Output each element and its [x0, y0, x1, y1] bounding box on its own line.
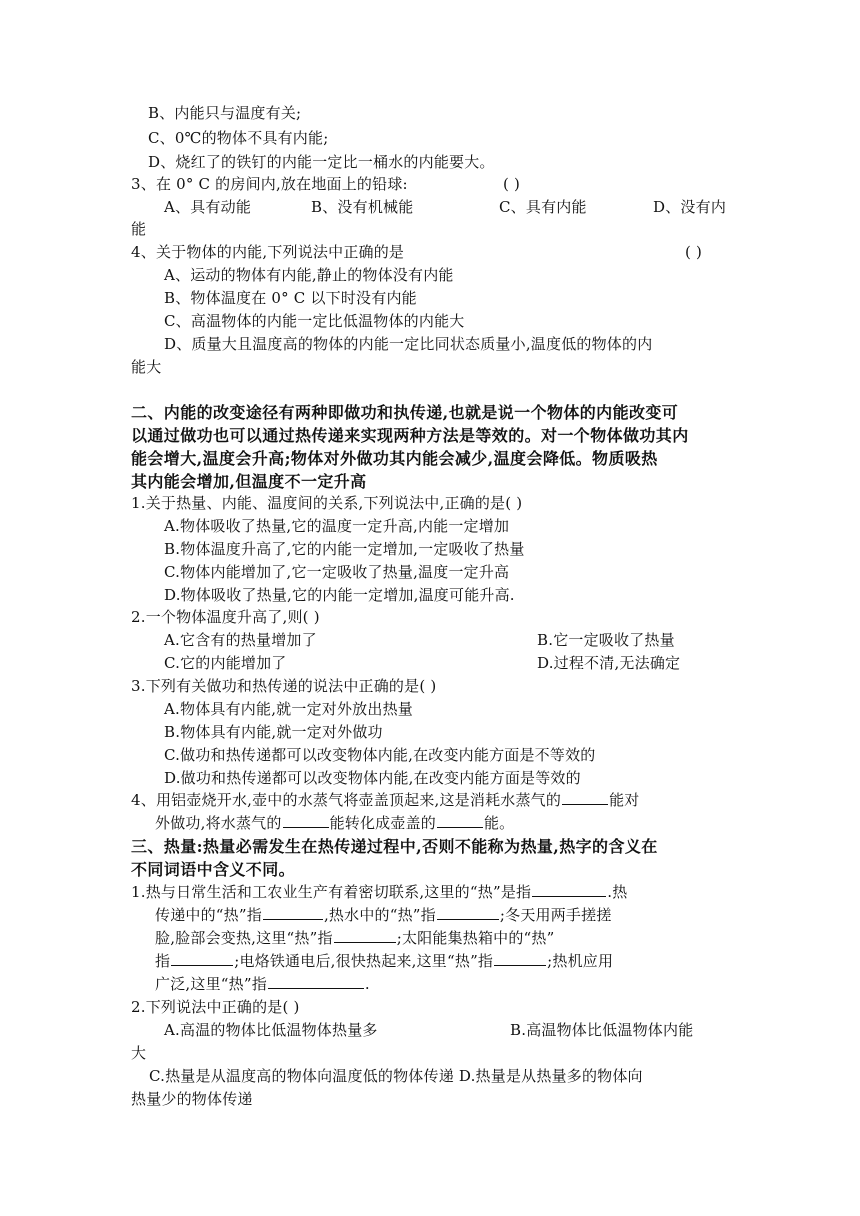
option-text: D.做功和热传递都可以改变物体内能,在改变内能方面是等效的	[164, 769, 581, 787]
question-text: 传递中的“热”指	[155, 906, 262, 924]
option-c-line	[148, 127, 748, 150]
question-4-stem	[131, 241, 731, 264]
question-text: 1.热与日常生活和工农业生产有着密切联系,这里的“热”是指	[131, 883, 532, 901]
option-text: D、质量大且温度高的物体的内能一定比同状态质量小,温度低的物体的内	[164, 335, 653, 353]
question-text: ;冬天用两手搓搓	[499, 906, 612, 924]
option-text: C.热量是从温度高的物体向温度低的物体传递 D.热量是从热量多的物体向	[149, 1067, 643, 1085]
option-text: A、运动的物体有内能,静止的物体没有内能	[164, 266, 454, 284]
option-text: B.物体具有内能,就一定对外做功	[164, 723, 383, 741]
s2-q2-options-row-1	[164, 629, 734, 652]
option-text: B.物体温度升高了,它的内能一定增加,一定吸收了热量	[164, 540, 525, 558]
question-text: 能对	[609, 791, 640, 809]
question-4-option-c	[164, 310, 764, 333]
option-a: A.它含有的热量增加了	[164, 631, 317, 649]
s2-q1-option-d	[164, 584, 764, 607]
s3-question-1-line-3	[155, 927, 755, 950]
fill-blank[interactable]	[283, 812, 329, 828]
s2-question-3-stem	[131, 675, 731, 698]
wrap-text: 能	[131, 220, 147, 238]
s3-question-2-stem	[131, 996, 731, 1019]
question-text: 外做功,将水蒸气的	[155, 814, 282, 832]
question-text: ;热机应用	[547, 952, 614, 970]
section-3-heading-line-1	[131, 835, 731, 858]
question-text: 能。	[483, 814, 515, 832]
option-text: D.物体吸收了热量,它的内能一定增加,温度可能升高.	[164, 586, 515, 604]
question-text: 2.下列说法中正确的是( )	[131, 998, 300, 1016]
fill-blank[interactable]	[494, 950, 546, 966]
section-heading-text: 其内能会增加,但温度不一定升高	[131, 472, 367, 491]
fill-blank[interactable]	[437, 812, 483, 828]
section-heading-text: 三、热量:热量必需发生在热传递过程中,否则不能称为热量,热字的含义在	[131, 837, 658, 856]
s2-q3-option-b	[164, 721, 764, 744]
section-heading-text: 以通过做功也可以通过热传递来实现两种方法是等效的。对一个物体做功其内	[131, 426, 689, 445]
wrap-text: 热量少的物体传递	[131, 1090, 253, 1108]
option-c: C.它的内能增加了	[164, 654, 287, 672]
question-text: 4、用铝壶烧开水,壶中的水蒸气将壶盖顶起来,这是消耗水蒸气的	[131, 791, 562, 809]
option-text: C.做功和热传递都可以改变物体内能,在改变内能方面是不等效的	[164, 746, 596, 764]
s3-question-1-line-2	[155, 904, 755, 927]
question-3-text: 3、在 0° C 的房间内,放在地面上的铅球:	[131, 175, 408, 193]
section-2-heading-line-1	[131, 401, 731, 424]
option-c-text: C、0℃的物体不具有内能;	[148, 129, 329, 147]
question-text: .热	[607, 883, 628, 901]
question-3-stem	[131, 173, 731, 196]
fill-blank[interactable]	[171, 950, 233, 966]
s2-q3-option-d	[164, 767, 764, 790]
question-text: 广泛,这里“热”指	[155, 975, 267, 993]
option-b: B.高温物体比低温物体内能	[510, 1021, 694, 1039]
fill-blank[interactable]	[532, 881, 606, 897]
fill-blank[interactable]	[263, 904, 323, 920]
s2-q1-option-a	[164, 515, 764, 538]
question-text: 能转化成壶盖的	[329, 814, 436, 832]
question-text: ;太阳能集热箱中的“热”	[396, 929, 555, 947]
option-c: C、具有内能	[499, 198, 587, 216]
section-2-heading-line-2	[131, 424, 731, 447]
s3-question-1-line-4	[155, 950, 755, 973]
fill-blank[interactable]	[562, 789, 608, 805]
section-heading-text: 不同词语中含义不同。	[131, 860, 296, 879]
question-text: 脸,脸部会变热,这里“热”指	[155, 929, 333, 947]
question-3-wrap	[131, 218, 731, 241]
question-4-option-d	[164, 333, 764, 356]
question-4-option-a	[164, 264, 764, 287]
section-heading-text: 能会增大,温度会升高;物体对外做功其内能会减少,温度会降低。物质吸热	[131, 449, 658, 468]
s3-q2-options-row-1	[164, 1019, 734, 1042]
answer-paren: ( )	[503, 175, 521, 193]
s2-q3-option-c	[164, 744, 764, 767]
question-3-options	[164, 196, 734, 219]
question-4-option-b	[164, 287, 764, 310]
option-d: D、没有内	[653, 198, 727, 216]
s2-q1-option-b	[164, 538, 764, 561]
wrap-text: 能大	[131, 358, 162, 376]
s3-q2-wrap	[131, 1042, 731, 1065]
option-text: C、高温物体的内能一定比低温物体的内能大	[164, 312, 465, 330]
s2-q3-option-a	[164, 698, 764, 721]
question-text: 2.一个物体温度升高了,则( )	[131, 608, 320, 626]
question-text: 3.下列有关做功和热传递的说法中正确的是( )	[131, 677, 437, 695]
option-b-text: B、内能只与温度有关;	[148, 104, 302, 122]
question-4-wrap	[131, 356, 731, 379]
s3-q2-wrap-2	[131, 1088, 731, 1111]
option-b: B.它一定吸收了热量	[537, 631, 675, 649]
s2-question-4-line-1	[131, 789, 731, 812]
s3-q2-options-row-2	[149, 1065, 749, 1088]
option-b: B、没有机械能	[311, 198, 414, 216]
s3-question-1-line-1	[131, 881, 731, 904]
question-text: .	[364, 975, 370, 993]
question-text: 1.关于热量、内能、温度间的关系,下列说法中,正确的是( )	[131, 494, 523, 512]
s2-q2-options-row-2	[164, 652, 734, 675]
s2-question-2-stem	[131, 606, 731, 629]
option-d-text: D、烧红了的铁钉的内能一定比一桶水的内能要大。	[148, 153, 495, 171]
question-text: ;电烙铁通电后,很快热起来,这里“热”指	[234, 952, 494, 970]
question-text: 指	[155, 952, 171, 970]
section-2-heading-line-4	[131, 470, 731, 493]
s3-question-1-line-5	[155, 973, 755, 996]
fill-blank[interactable]	[334, 927, 396, 943]
option-text: B、物体温度在 0° C 以下时没有内能	[164, 289, 417, 307]
option-d: D.过程不清,无法确定	[537, 654, 681, 672]
s2-question-4-line-2	[155, 812, 755, 835]
answer-paren: ( )	[685, 243, 703, 261]
option-d-line	[148, 151, 748, 174]
option-text: A.物体吸收了热量,它的温度一定升高,内能一定增加	[164, 517, 510, 535]
question-4-text: 4、关于物体的内能,下列说法中正确的是	[131, 243, 405, 261]
option-a: A、具有动能	[164, 198, 252, 216]
s2-question-1-stem	[131, 492, 731, 515]
option-text: C.物体内能增加了,它一定吸收了热量,温度一定升高	[164, 563, 510, 581]
wrap-text: 大	[131, 1044, 147, 1062]
fill-blank[interactable]	[268, 973, 364, 989]
s2-q1-option-c	[164, 561, 764, 584]
question-text: ,热水中的“热”指	[323, 906, 436, 924]
option-b-line	[148, 102, 748, 125]
option-text: A.物体具有内能,就一定对外放出热量	[164, 700, 413, 718]
fill-blank[interactable]	[437, 904, 499, 920]
section-2-heading-line-3	[131, 447, 731, 470]
section-3-heading-line-2	[131, 858, 731, 881]
option-a: A.高温的物体比低温物体热量多	[164, 1021, 378, 1039]
section-heading-text: 二、内能的改变途径有两种即做功和执传递,也就是说一个物体的内能改变可	[131, 403, 679, 422]
